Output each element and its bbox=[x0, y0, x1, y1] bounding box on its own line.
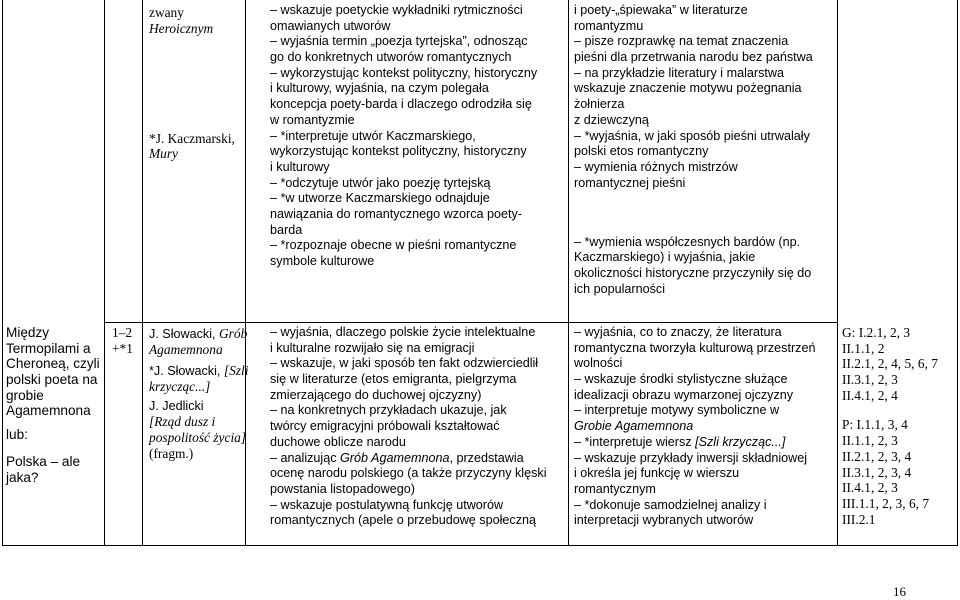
table-row-divider bbox=[104, 322, 837, 323]
list-item: duchowe oblicze narodu bbox=[270, 434, 406, 449]
list-item: i kulturowy, wyjaśnia, na czym polegała bbox=[270, 81, 489, 96]
ref-line: II.1.1, 2, 3 bbox=[842, 433, 898, 449]
text-line: krzycząc...] bbox=[149, 379, 211, 395]
table-border-col3 bbox=[245, 0, 246, 546]
text-line bbox=[6, 443, 100, 454]
list-item: i kulturalne rozwijało się na emigracji bbox=[270, 340, 475, 355]
table-border-col1 bbox=[104, 0, 105, 546]
list-item: polski etos romantyczny bbox=[574, 144, 709, 159]
ref-line: III.1.1, 2, 3, 6, 7 bbox=[842, 495, 930, 511]
ref-line: II.3.1, 2, 3 bbox=[842, 372, 898, 388]
ref-line: II.3.1, 2, 3, 4 bbox=[842, 464, 912, 480]
text-line: J. Jedlicki bbox=[149, 398, 204, 413]
extended-top bbox=[574, 3, 813, 297]
hours-cell bbox=[112, 325, 133, 356]
list-item: – wyjaśnia termin „poezja tyrtejska”, odnosząc bbox=[270, 34, 528, 49]
table-border-right bbox=[957, 0, 958, 546]
list-item: – *w utworze Kaczmarskiego odnajduje bbox=[270, 191, 490, 206]
list-item: romantycznych (apele o przebudowę społeczną bbox=[270, 513, 537, 528]
text-line: Polska – ale bbox=[6, 453, 81, 469]
list-item: – na przykładzie literatury i malarstwa bbox=[574, 65, 784, 80]
list-item: – wskazuje, w jaki sposób ten fakt odzwierciedlił bbox=[270, 356, 539, 371]
table-border-col5 bbox=[837, 0, 838, 546]
ref-line: P: I.1.1, 3, 4 bbox=[842, 417, 908, 433]
text-line: *J. Kaczmarski, bbox=[149, 130, 235, 146]
list-item: żołnierza bbox=[574, 97, 625, 112]
text-line: Agamemnona bbox=[6, 403, 91, 419]
list-item: wolności bbox=[574, 356, 623, 371]
table-border-bottom bbox=[2, 545, 958, 546]
list-item: i określa jej funkcję w wierszu bbox=[574, 466, 740, 481]
list-item: romantyczna tworzyła kulturową przestrzeń bbox=[574, 340, 816, 355]
list-item: omawianych utworów bbox=[270, 18, 391, 33]
text-line: Między bbox=[6, 325, 50, 340]
list-item: okoliczności historyczne przyczyniły się do bbox=[574, 266, 812, 280]
list-item: – pisze rozprawkę na temat znaczenia bbox=[574, 34, 789, 49]
list-item: – *rozpoznaje obecne w pieśni romantyczne bbox=[270, 238, 517, 253]
text-line: lub: bbox=[6, 427, 28, 443]
text-line: Heroicznym bbox=[149, 20, 214, 36]
ref-line: II.2.1, 2, 4, 5, 6, 7 bbox=[842, 356, 938, 372]
list-item: się w literaturze (etos emigranta, pielgrzyma bbox=[270, 372, 517, 387]
list-item: – *interpretuje wiersz [Szli krzycząc...] bbox=[574, 434, 786, 449]
ref-line: II.4.1, 2, 3 bbox=[842, 480, 898, 496]
list-item: romantycznej pieśni bbox=[574, 175, 686, 190]
ref-line: II.2.1, 2, 3, 4 bbox=[842, 448, 912, 464]
list-item: powstania listopadowego) bbox=[270, 481, 415, 496]
list-item: romantycznym bbox=[574, 481, 656, 496]
list-item: – wykorzystując kontekst polityczny, historyczny bbox=[270, 65, 538, 80]
list-item: go do konkretnych utworów romantycznych bbox=[270, 50, 512, 65]
list-item: koncepcja poety-barda i dlaczego odrodziła się bbox=[270, 97, 532, 112]
text-line: jaka? bbox=[6, 469, 39, 485]
text-line: *J. Słowacki, [Szli bbox=[149, 363, 249, 379]
list-item: – *wyjaśnia, w jaki sposób pieśni utrwalały bbox=[574, 128, 810, 143]
text-line: Cheroneą, czyli bbox=[6, 356, 100, 372]
requirements-top bbox=[270, 3, 537, 270]
list-item: zmierzającego do duchowej ojczyzny) bbox=[270, 387, 482, 402]
hours-extra: +*1 bbox=[112, 340, 133, 356]
list-item: – wyjaśnia, dlaczego polskie życie intelektualne bbox=[270, 325, 536, 339]
list-item: – wskazuje przykłady inwersji składniowej bbox=[574, 450, 808, 465]
text-line: Mury bbox=[149, 146, 179, 162]
list-item: – *wymienia współczesnych bardów (np. bbox=[574, 234, 801, 249]
curriculum-refs bbox=[842, 325, 938, 527]
list-item: i poety-„śpiewaka” w literaturze bbox=[574, 3, 748, 17]
ref-line: II.1.1, 2 bbox=[842, 340, 885, 356]
list-item: nawiązania do romantycznego wzorca poety- bbox=[270, 206, 523, 221]
list-item: Grobie Agamemnona bbox=[574, 419, 694, 434]
list-item: twórcy emigracyjni próbowali kształtować bbox=[270, 419, 500, 434]
list-item: wskazuje znaczenie motywu pożegnania bbox=[574, 81, 802, 96]
text-line: grobie bbox=[6, 387, 44, 403]
text-line bbox=[6, 419, 100, 427]
text-line: Termopilami a bbox=[6, 340, 91, 356]
hours-value: 1–2 bbox=[112, 325, 133, 340]
list-item: – analizując Grób Agamemnona, przedstawia bbox=[270, 450, 524, 465]
table-border-col4 bbox=[568, 0, 569, 546]
list-item: – wymienia różnych mistrzów bbox=[574, 159, 738, 174]
list-item: ich popularności bbox=[574, 281, 666, 296]
texts-cell-top bbox=[149, 5, 235, 162]
list-item: – wskazuje postulatywną funkcję utworów bbox=[270, 497, 504, 512]
list-item: Kaczmarskiego) i wyjaśnia, jakie bbox=[574, 250, 756, 265]
list-item: – *interpretuje utwór Kaczmarskiego, bbox=[270, 128, 476, 143]
text-line: zwany bbox=[149, 5, 184, 20]
ref-line: G: I.2.1, 2, 3 bbox=[842, 325, 911, 340]
section-title bbox=[6, 325, 100, 485]
list-item: interpretacji wybranych utworów bbox=[574, 513, 754, 528]
ref-line: III.2.1 bbox=[842, 511, 876, 527]
list-item: z dziewczyną bbox=[574, 112, 649, 127]
list-item: – wskazuje środki stylistyczne służące bbox=[574, 372, 788, 387]
table-border-col2 bbox=[142, 0, 143, 546]
text-line: Agamemnona bbox=[149, 341, 223, 357]
text-line: J. Słowacki, Grób bbox=[149, 326, 248, 341]
texts-cell-bottom bbox=[149, 326, 248, 462]
list-item: – *odczytuje utwór jako poezję tyrtejską bbox=[270, 175, 491, 190]
text-line: polski poeta na bbox=[6, 372, 98, 388]
list-item: idealizacji obrazu wymarzonej ojczyzny bbox=[574, 387, 794, 402]
text-line: [Rząd dusz i bbox=[149, 414, 216, 430]
list-item: wykorzystując kontekst polityczny, historyczny bbox=[270, 144, 527, 159]
text-line: (fragm.) bbox=[149, 445, 194, 461]
requirements-bottom bbox=[270, 325, 547, 529]
list-item: – wskazuje poetyckie wykładniki rytmiczności bbox=[270, 3, 523, 17]
list-item: ocenę narodu polskiego (a także przyczyny klęski bbox=[270, 466, 547, 481]
ref-line: II.4.1, 2, 4 bbox=[842, 387, 898, 403]
list-item: barda bbox=[270, 222, 303, 237]
list-item: symbole kulturowe bbox=[270, 254, 375, 268]
list-item: i kulturowy bbox=[270, 159, 330, 174]
list-item: w romantyzmie bbox=[270, 112, 355, 127]
list-item: romantyzmu bbox=[574, 18, 644, 33]
text-line: pospolitość życia] bbox=[149, 430, 247, 446]
extended-bottom bbox=[574, 325, 815, 529]
list-item: – na konkretnych przykładach ukazuje, jak bbox=[270, 403, 507, 418]
page-number: 16 bbox=[893, 584, 906, 599]
list-item: – *dokonuje samodzielnej analizy i bbox=[574, 497, 767, 512]
table-border-left bbox=[2, 0, 3, 546]
list-item: pieśni dla przetrwania narodu bez państwa bbox=[574, 50, 813, 65]
list-item: – interpretuje motywy symboliczne w bbox=[574, 403, 780, 418]
list-item: – wyjaśnia, co to znaczy, że literatura bbox=[574, 325, 782, 339]
